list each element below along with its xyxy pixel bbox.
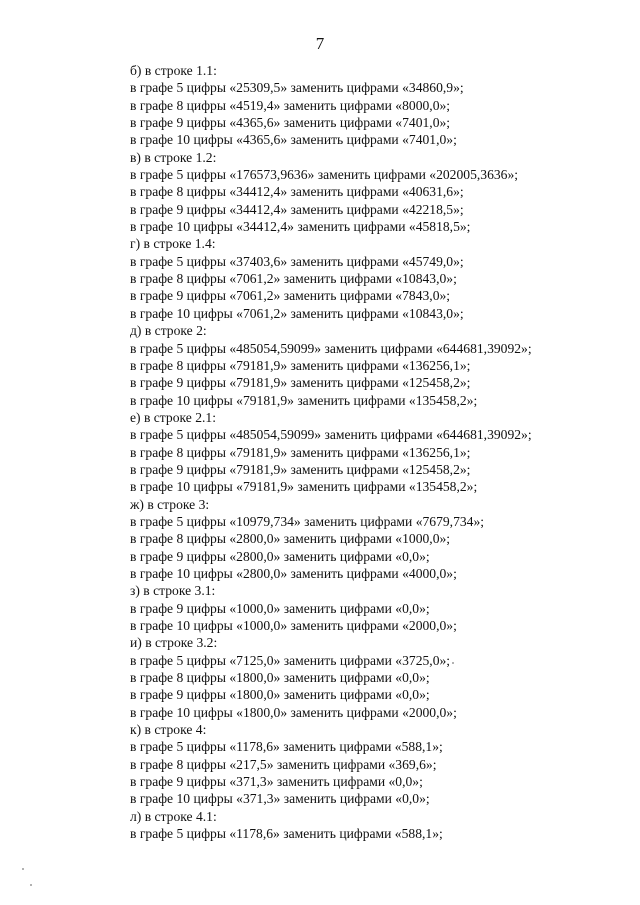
line-5: в графе 10 цифры «4365,6» заменить цифрами «7401,0»; — [130, 132, 457, 148]
line-16: д) в строке 2: — [130, 323, 207, 339]
line-27: в графе 5 цифры «10979,734» заменить цифрами «7679,734»; — [130, 513, 485, 529]
line-38: в графе 10 цифры «1800,0» заменить цифрами «2000,0»; — [130, 704, 457, 720]
line-39: к) в строке 4: — [130, 722, 207, 738]
line-15: в графе 10 цифры «7061,2» заменить цифрами «10843,0»; — [130, 305, 464, 321]
scan-speck — [452, 662, 454, 664]
line-4: в графе 9 цифры «4365,6» заменить цифрами «7401,0»; — [130, 115, 451, 131]
line-19: в графе 9 цифры «79181,9» заменить цифрами «125458,2»; — [130, 375, 471, 391]
line-32: в графе 9 цифры «1000,0» заменить цифрами «0,0»; — [130, 600, 430, 616]
line-45: в графе 5 цифры «1178,6» заменить цифрами «588,1»; — [130, 826, 443, 842]
line-20: в графе 10 цифры «79181,9» заменить цифрами «135458,2»; — [130, 392, 478, 408]
scan-speck — [22, 868, 24, 870]
line-12: в графе 5 цифры «37403,6» заменить цифрами «45749,0»; — [130, 253, 464, 269]
line-35: в графе 5 цифры «7125,0» заменить цифрами «3725,0»; — [130, 652, 451, 668]
line-24: в графе 9 цифры «79181,9» заменить цифрами «125458,2»; — [130, 461, 471, 477]
line-1: б) в строке 1.1: — [130, 63, 217, 78]
line-28: в графе 8 цифры «2800,0» заменить цифрами «1000,0»; — [130, 531, 451, 547]
line-44: л) в строке 4.1: — [130, 808, 217, 824]
line-34: и) в строке 3.2: — [130, 635, 218, 651]
line-43: в графе 10 цифры «371,3» заменить цифрами «0,0»; — [130, 791, 430, 807]
scan-speck — [30, 884, 32, 886]
line-40: в графе 5 цифры «1178,6» заменить цифрами «588,1»; — [130, 739, 443, 755]
line-41: в графе 8 цифры «217,5» заменить цифрами «369,6»; — [130, 756, 437, 772]
line-23: в графе 8 цифры «79181,9» заменить цифрами «136256,1»; — [130, 444, 471, 460]
line-11: г) в строке 1.4: — [130, 236, 216, 252]
line-2: в графе 5 цифры «25309,5» заменить цифрами «34860,9»; — [130, 80, 464, 96]
line-10: в графе 10 цифры «34412,4» заменить цифрами «45818,5»; — [130, 219, 471, 235]
line-21: е) в строке 2.1: — [130, 409, 216, 425]
line-31: з) в строке 3.1: — [130, 583, 216, 599]
line-17: в графе 5 цифры «485054,59099» заменить цифрами «644681,39092»; — [130, 340, 532, 356]
line-6: в) в строке 1.2: — [130, 149, 217, 165]
line-18: в графе 8 цифры «79181,9» заменить цифрами «136256,1»; — [130, 357, 471, 373]
line-7: в графе 5 цифры «176573,9636» заменить цифрами «202005,3636»; — [130, 167, 519, 183]
line-13: в графе 8 цифры «7061,2» заменить цифрами «10843,0»; — [130, 271, 457, 287]
line-22: в графе 5 цифры «485054,59099» заменить цифрами «644681,39092»; — [130, 427, 532, 443]
line-25: в графе 10 цифры «79181,9» заменить цифрами «135458,2»; — [130, 479, 478, 495]
line-30: в графе 10 цифры «2800,0» заменить цифрами «4000,0»; — [130, 565, 457, 581]
line-14: в графе 9 цифры «7061,2» заменить цифрами «7843,0»; — [130, 288, 451, 304]
line-36: в графе 8 цифры «1800,0» заменить цифрами «0,0»; — [130, 670, 430, 686]
line-42: в графе 9 цифры «371,3» заменить цифрами «0,0»; — [130, 774, 423, 790]
page-number: 7 — [315, 34, 325, 53]
line-33: в графе 10 цифры «1000,0» заменить цифрами «2000,0»; — [130, 618, 457, 633]
line-29: в графе 9 цифры «2800,0» заменить цифрами «0,0»; — [130, 548, 430, 564]
line-9: в графе 9 цифры «34412,4» заменить цифрами «42218,5»; — [130, 201, 464, 217]
line-37: в графе 9 цифры «1800,0» заменить цифрами «0,0»; — [130, 687, 430, 703]
line-3: в графе 8 цифры «4519,4» заменить цифрами «8000,0»; — [130, 97, 451, 113]
line-26: ж) в строке 3: — [130, 496, 210, 512]
line-8: в графе 8 цифры «34412,4» заменить цифрами «40631,6»; — [130, 184, 464, 200]
amendments-text — [130, 62, 620, 842]
